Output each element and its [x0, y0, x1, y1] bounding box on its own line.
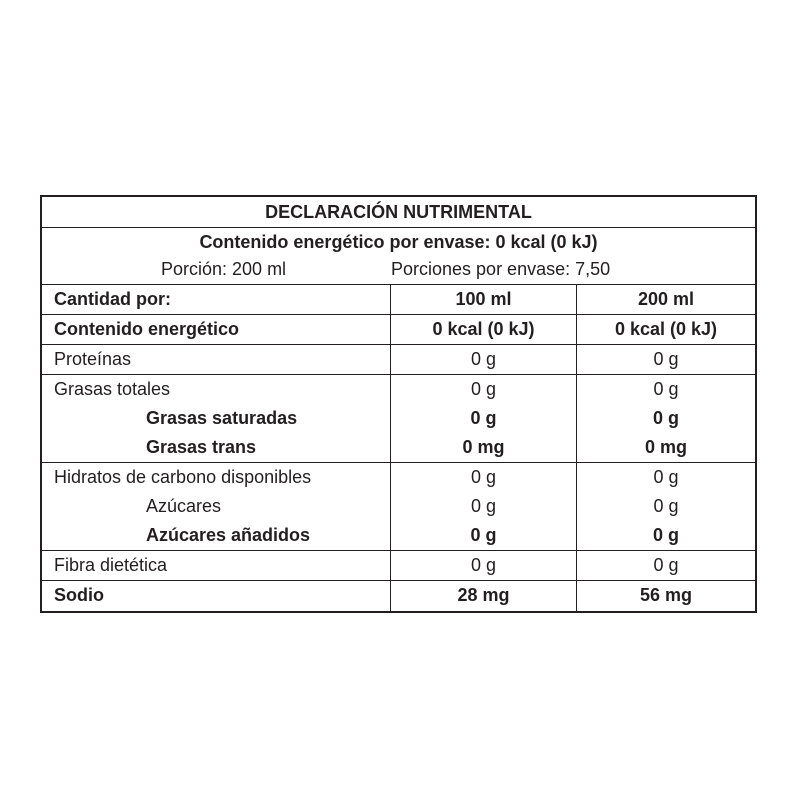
row-value-200ml: 0 g	[653, 467, 679, 487]
table-row	[42, 404, 755, 433]
row-value-200ml: 0 g	[653, 555, 679, 575]
row-value-100ml: 0 g	[391, 492, 577, 521]
row-label: Grasas totales	[42, 375, 391, 404]
portion-line	[42, 256, 755, 283]
nutrient-table	[42, 285, 755, 611]
row-value-200ml: 56 mg	[639, 585, 693, 605]
table-row	[42, 551, 755, 581]
table-row	[42, 375, 755, 404]
row-value-100ml: 0 kcal (0 kJ)	[391, 315, 577, 344]
row-label: Contenido energético	[42, 315, 391, 344]
row-label: Fibra dietética	[42, 551, 391, 580]
row-label: Proteínas	[42, 345, 391, 374]
table-row	[42, 345, 755, 375]
table-row	[42, 315, 755, 345]
nutrition-label	[40, 195, 757, 613]
row-value-200ml: 0 g	[653, 379, 679, 399]
table-row	[42, 463, 755, 492]
row-label: Grasas saturadas	[42, 404, 391, 433]
row-value-100ml: 0 g	[391, 404, 577, 433]
fat-group	[42, 375, 755, 463]
row-value-200ml: 0 kcal (0 kJ)	[614, 319, 718, 339]
label-title: DECLARACIÓN NUTRIMENTAL	[42, 197, 755, 228]
table-row	[42, 581, 755, 611]
row-value-200ml: 0 g	[653, 349, 679, 369]
row-value-200ml: 0 g	[653, 496, 679, 516]
row-value-200ml: 0 g	[652, 525, 679, 545]
row-label: Hidratos de carbono disponibles	[42, 463, 391, 492]
row-label: Grasas trans	[42, 433, 391, 462]
row-label: Sodio	[42, 581, 391, 611]
row-value-100ml: 0 g	[391, 375, 577, 404]
energy-per-container: Contenido energético por envase: 0 kcal (0 kJ)	[199, 232, 598, 252]
table-row	[42, 433, 755, 462]
row-value-200ml: 0 g	[652, 408, 679, 428]
header-label: Cantidad por:	[42, 285, 391, 314]
portion-size: Porción: 200 ml	[161, 259, 287, 279]
row-value-100ml: 0 g	[391, 345, 577, 374]
row-value-100ml: 0 g	[391, 551, 577, 580]
row-value-100ml: 0 mg	[391, 433, 577, 462]
row-value-100ml: 0 g	[391, 463, 577, 492]
table-row	[42, 521, 755, 550]
row-value-100ml: 0 g	[391, 521, 577, 550]
table-header-row	[42, 285, 755, 315]
header-col1: 100 ml	[391, 285, 577, 314]
row-label: Azúcares añadidos	[42, 521, 391, 550]
row-label: Azúcares	[42, 492, 391, 521]
header-col2: 200 ml	[637, 289, 695, 309]
row-value-100ml: 28 mg	[391, 581, 577, 611]
energy-block	[42, 228, 755, 285]
table-row	[42, 492, 755, 521]
portions-per-container: Porciones por envase: 7,50	[391, 259, 611, 279]
carb-group	[42, 463, 755, 551]
row-value-200ml: 0 mg	[644, 437, 687, 457]
